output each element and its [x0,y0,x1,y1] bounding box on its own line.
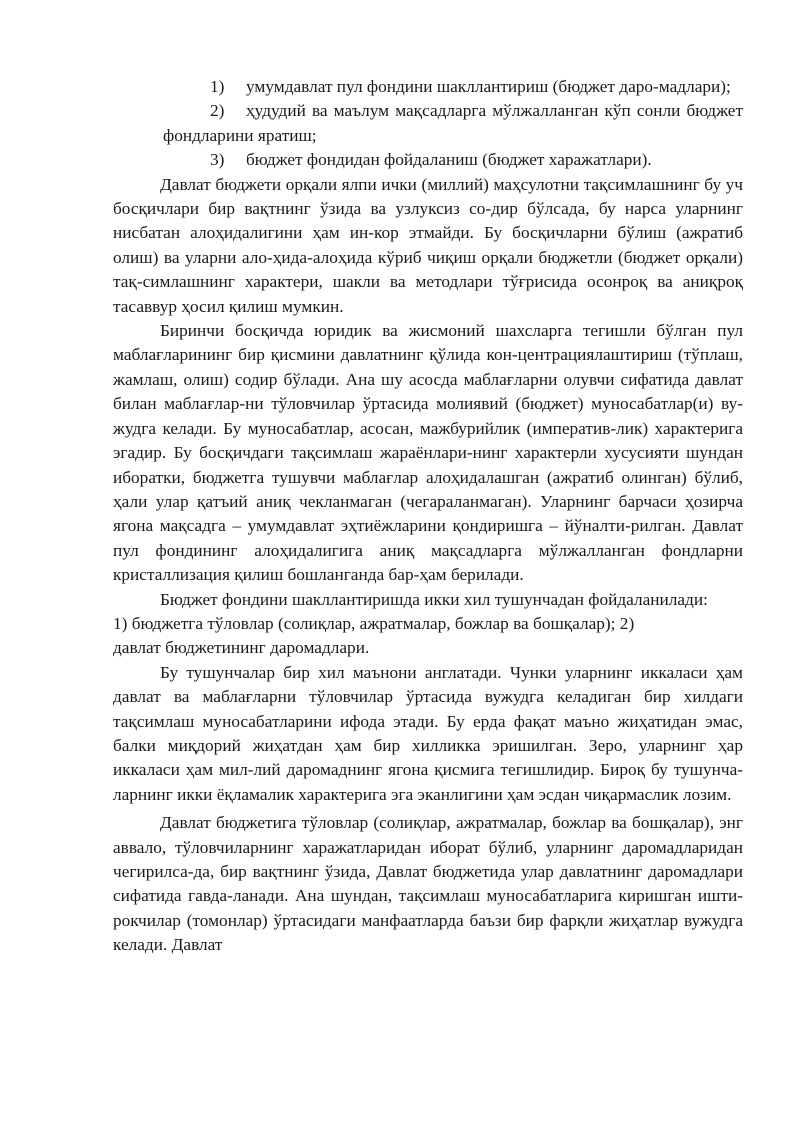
list-item [113,99,743,148]
list-item [113,148,743,172]
page-content [113,75,743,958]
list-text: умумдавлат пул фондини шакллантириш (бюджет даро-мадлари); [246,77,731,96]
paragraph: Давлат бюджетига тўловлар (солиқлар, ажратмалар, божлар ва бошқалар), энг аввало, тўловчиларнинг харажатларидан иборат бўлиб, уларнинг даромадларидан чегирилса-да, бир вақтнинг ўзида, Давлат бюджетида улар давлатнинг даромадлари сифатида гавда-ланади. Ана шундан, тақсимлаш муносабатларига киришган ишти-рокчилар (томонлар) ўртасидаги манфаатларда баъзи бир фарқли жиҳатлар вужудга келади. Давлат [113,813,743,955]
list-text: ҳудудий ва маълум мақсадларга мўлжалланган кўп сонли бюджет фондларини яратиш; [163,101,743,145]
list-number: 2) [210,101,225,121]
list-text: бюджет фондидан фойдаланиш (бюджет харажатлари). [246,150,652,170]
paragraph-line: давлат бюджетининг даромадлари. [113,638,370,658]
list-number: 3) [210,150,225,170]
paragraph: Биринчи босқичда юридик ва жисмоний шахсларга тегишли бўлган пул маблағларининг бир қисмини давлатнинг қўлида кон-центрациялаштириш (тўплаш, жамлаш, олиш) содир бўлади. Ана шу асосда маблағларни олувчи сифатида давлат билан маблағлар-ни тўловчилар ўртасида молиявий (бюджет) муносабатлар(и) ву-жудга келади. Бу муносабатлар, асосан, мажбурийлик (императив-лик) характерига эгадир. Бу босқичдаги тақсимлаш жараёнлари-нинг характерли хусусияти шундан иборатки, бюджетга тушувчи маблағлар алоҳидалашган (ажратиб олинган) бўлиб, ҳали улар қатъий аниқ чекланмаган (чегараланмаган). Уларнинг барчаси ҳозирча ягона мақсадга – умумдавлат эҳтиёжларини қондиришга – йўналти-рилган. Давлат пул фондининг алоҳидалигига аниқ мақсадларга мўлжалланган фондларни кристаллизация қилиш бошланганда бар-ҳам берилади. [113,321,743,585]
list-number: 1) [210,77,225,96]
list-item [113,75,743,99]
paragraph: Бу тушунчалар бир хил маънони англатади. Чунки уларнинг иккаласи ҳам давлат ва маблағларни тўловчилар ўртасида вужудга келадиган бир хилдаги тақсимлаш муносабатларини ифода этади. Бу ерда фақат маъно жиҳатидан эмас, балки миқдорий жиҳатдан ҳам бир хилликка эришилган. Зеро, уларнинг ҳар иккаласи ҳам мил-лий даромаднинг ягона қисмига тегишлидир. Бироқ бу тушунча-ларнинг икки ёқламалик характерига эга эканлигини ҳам эсдан чиқармаслик лозим. [113,662,743,804]
paragraph-line: 1) бюджетга тўловлар (солиқлар, ажратмалар, божлар ва бошқалар); 2) [113,613,635,633]
paragraph: Бюджет фондини шакллантиришда икки хил тушунчадан фойдаланилади: [160,589,708,609]
paragraph: Давлат бюджети орқали ялпи ички (миллий) маҳсулотни тақсимлашнинг бу уч босқичлари бир вақтнинг ўзида ва узлуксиз со-дир бўлсада, бу нарса уларнинг нисбатан алоҳидалигини ҳам ин-кор этмайди. Бу босқичларни бўлиш (ажратиб олиш) ва уларни ало-ҳида-алоҳида кўриб чиқиш орқали бюджетли (бюджет орқали) тақ-симлашнинг характери, шакли ва методлари тўғрисида осонроқ ва аниқроқ тасаввур ҳосил қилиш мумкин. [113,174,743,316]
